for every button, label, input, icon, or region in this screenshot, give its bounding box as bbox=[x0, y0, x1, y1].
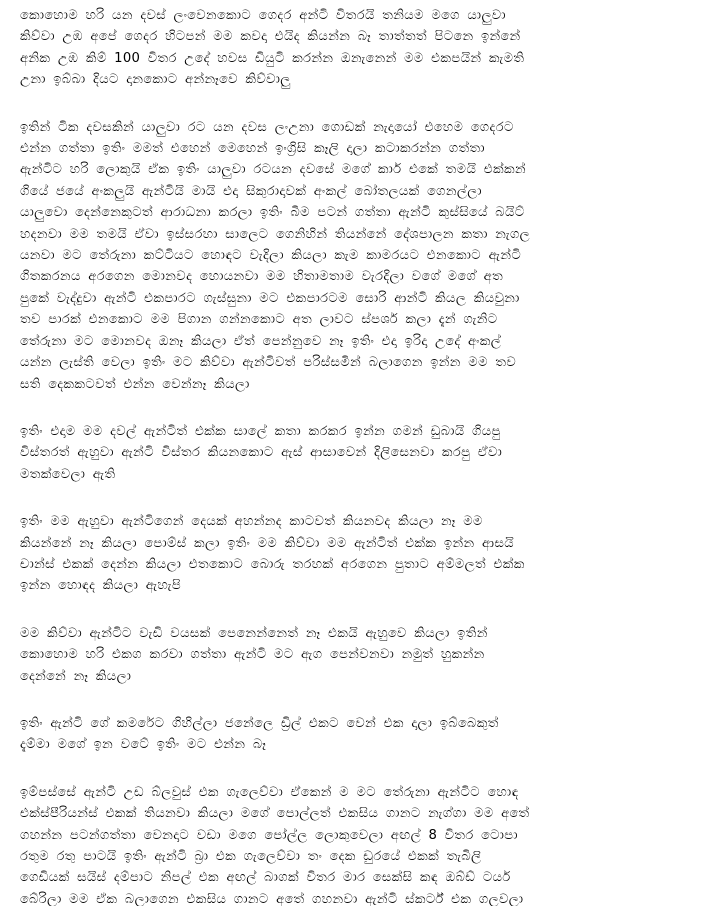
text-line: ඉතින් ටික දවසකින් යාලුවා රට යන දවස ලංඋනා ගොඩක් නැදායෝ එහෙම ගෙදරට bbox=[20, 119, 514, 135]
text-line: බේරිලා මම ඒක බලාගෙන එකසිය ගානට අතේ ගහනවා ඇන්ටි ස්කර්ට් එක ගලවලා bbox=[20, 891, 524, 906]
text-line: ගෙඩියක් සයිස් දම්පාට නිපල් එක අඟල් බාගක් විතර මාර සෙක්සි කඳ ඔබ්ඩ් ටයර් bbox=[20, 870, 511, 886]
text-line: එක්ස්පීරියන්ස් එකක් තියනවා කියලා මගේ පොල්ලත් එකසිය ගානට නැග්ගා මම අතේ bbox=[20, 806, 530, 822]
paragraph bbox=[20, 782, 696, 906]
text-line: චාන්ස් එකක් දෙන්න කියලා එතකොට බොරු තරහක් අරගෙන පුතාට අම්මලත් එක්ක bbox=[20, 556, 525, 572]
text-line: කොහොම හරි යන දවස් ලංවෙනකොට ගෙදර අන්ටි විතරයි තනියම මගෙ යාලුවා bbox=[20, 8, 506, 23]
text-line: කියන්නේ නෑ කියලා පොම්ස් කලා ඉතිං මම කිව්වා මම ඇන්ටිත් එක්ක ඉන්න ආසයි bbox=[20, 535, 515, 551]
paragraph bbox=[20, 421, 696, 485]
text-line: ඉම්පස්සේ ඇන්ටි උඩ බ්ලවුස් එක ගැලෙව්වා ඒකෙන් ම මට තේරුනා ඇන්ටිට හොඳ bbox=[20, 784, 519, 800]
text-line: යනවා මට තේරුනා කට්ටියට හොඳට වැදිලා කියලා කැම කාමරයට එනකොට ඇන්ටි bbox=[20, 248, 522, 264]
text-line: එන්න ගත්තා ඉතිං මමත් එහෙන් මෙහෙන් ඉංග්‍රිසි කෑලි දාලා කටාකරන්න ගත්තා bbox=[20, 141, 485, 157]
text-line: තව පාරක් එනකොට මම පිගාන ගන්නකොට අත ලාවට ස්පර්ශ කලා දැන් ගැනිට bbox=[20, 312, 498, 328]
text-line: පුකේ වැද්දුවා ඇන්ටි එකපාරට ගැස්සුනා මට එකපාරටම සොරි ආන්ටි කියල කියවුනා bbox=[20, 290, 520, 306]
paragraph bbox=[20, 713, 696, 756]
paragraph bbox=[20, 117, 696, 395]
text-line: ඇන්ටිට හරි ලොකුයි ඒක ඉතිං යාලුවා රටයන දවසේ මගේ කාර් එකේ තමයි එක්කන් bbox=[20, 162, 526, 178]
text-line: යන්න ලැස්ති වෙලා ඉතිං මට කිව්වා ඇන්ටිවත් පරිස්සමින් බලාගෙන ඉන්න මම තව bbox=[20, 355, 517, 371]
text-line: ගියේ ජයේ අංකලුයි ඇන්ටියි මායි එදා සිකුරාදාවක් අංකල් බෝතලයක් ගෙනල්ලා bbox=[20, 183, 482, 199]
text-line: දෙන්නේ නෑ කියලා bbox=[20, 668, 132, 684]
text-line: දැම්මා මගේ ඉන වටේ ඉතිං මට එන්න බෑ bbox=[20, 737, 267, 753]
text-line: ඉතිං එදාම මම දවල් ඇන්ටිත් එක්ක සාලේ කතා කරකර ඉන්න ගමන් ඩුබායි ගියපු bbox=[20, 423, 501, 439]
text-line: ඉන්න හොඳද කියලා ඇහැපි bbox=[20, 578, 182, 594]
paragraph bbox=[20, 511, 696, 597]
text-line: අනික උඹ කිම් 100 විතර උදේ හවස ඩියුටි කරන්න ඔනැනෙන් මම එකපයින් කැමති bbox=[20, 50, 525, 66]
text-line: කොහොම හරි එකග කරවා ගත්තා ඇන්ටි මට ඇග පෙන්වනවා නමුත් හුකන්න bbox=[20, 647, 485, 663]
text-line: විස්තරත් ඇහුවා ඇන්ටි විස්තර කියනකොට ඇස් ආසාවෙන් දිලිසෙනවා කරපු ඒවා bbox=[20, 445, 503, 461]
text-line: කිව්වා උඹ අපේ ගෙදර හිටපන් මම කවදා එයිද කියන්න බෑ තාත්තත් පිටනෙ ඉන්නේ bbox=[20, 29, 521, 45]
text-line: සති දෙකකටවත් එන්න වෙන්නෑ කියලා bbox=[20, 376, 250, 392]
text-line: ගිතකරනය අරගෙන මොනවද හොයනවා මම හිතාමතාම වැරදිලා වගේ මගේ අත bbox=[20, 269, 504, 285]
text-line: තේරුනා මට මොනවද ඔනෑ කියලා ඒත් පෙන්නුවෙ නෑ ඉතිං එදා ඉරිදා උදේ අංකල් bbox=[20, 333, 502, 349]
paragraph bbox=[20, 623, 696, 687]
text-line: යාලුවො දෙන්නෙකුටත් ආරාධනා කරලා ඉතිං බීම පටන් ගත්තා ඇන්ටි කුස්සියේ බයිට් bbox=[20, 205, 525, 221]
text-line: හදනවා මම තමයි ඒවා ඉස්සරහා සාලෙට ගෙනිහින් තියන්නේ දේශපාලන කතා නැගල bbox=[20, 226, 531, 242]
text-line: ඉතිං මම ඇහුවා ඇන්ටිගෙන් දෙයක් අහන්නද කාටවත් කියනවද කියලා නෑ මම bbox=[20, 514, 483, 530]
text-line: මතක්වෙලා ඇති bbox=[20, 466, 116, 482]
text-line: මම කිව්වා ඇන්ටිට වැඩි වයසක් පෙනෙන්නෙත් නෑ එකයි ඇහුවෙ කියලා ඉතින් bbox=[20, 625, 488, 641]
text-line: රතුම රතු පාටයි ඉතිං ඇන්ටි බ්‍රා එක ගැලෙව්වා තං දෙක ඩුරයේ එකක් තැබිලි bbox=[20, 849, 482, 864]
text-line: ගහන්න පටන්ගත්තා වෙනදාට වඩා මගෙ පෝල්ල ලොකුවෙලා අඟල් 8 විතර ටොපා bbox=[20, 827, 518, 843]
text-line: ඉතිං ඇන්ටි ගේ කමරේට ගිහිල්ලා ජනේලෙ ඩ්‍රිල් එකට වෙන් එක දාලා ඉබ්බෙකුත් bbox=[20, 715, 499, 731]
paragraph bbox=[20, 5, 696, 91]
text-line: උනා ඉබ්බා දියට දානකොට අන්නෑවෙ කිව්වාලු bbox=[20, 72, 291, 88]
